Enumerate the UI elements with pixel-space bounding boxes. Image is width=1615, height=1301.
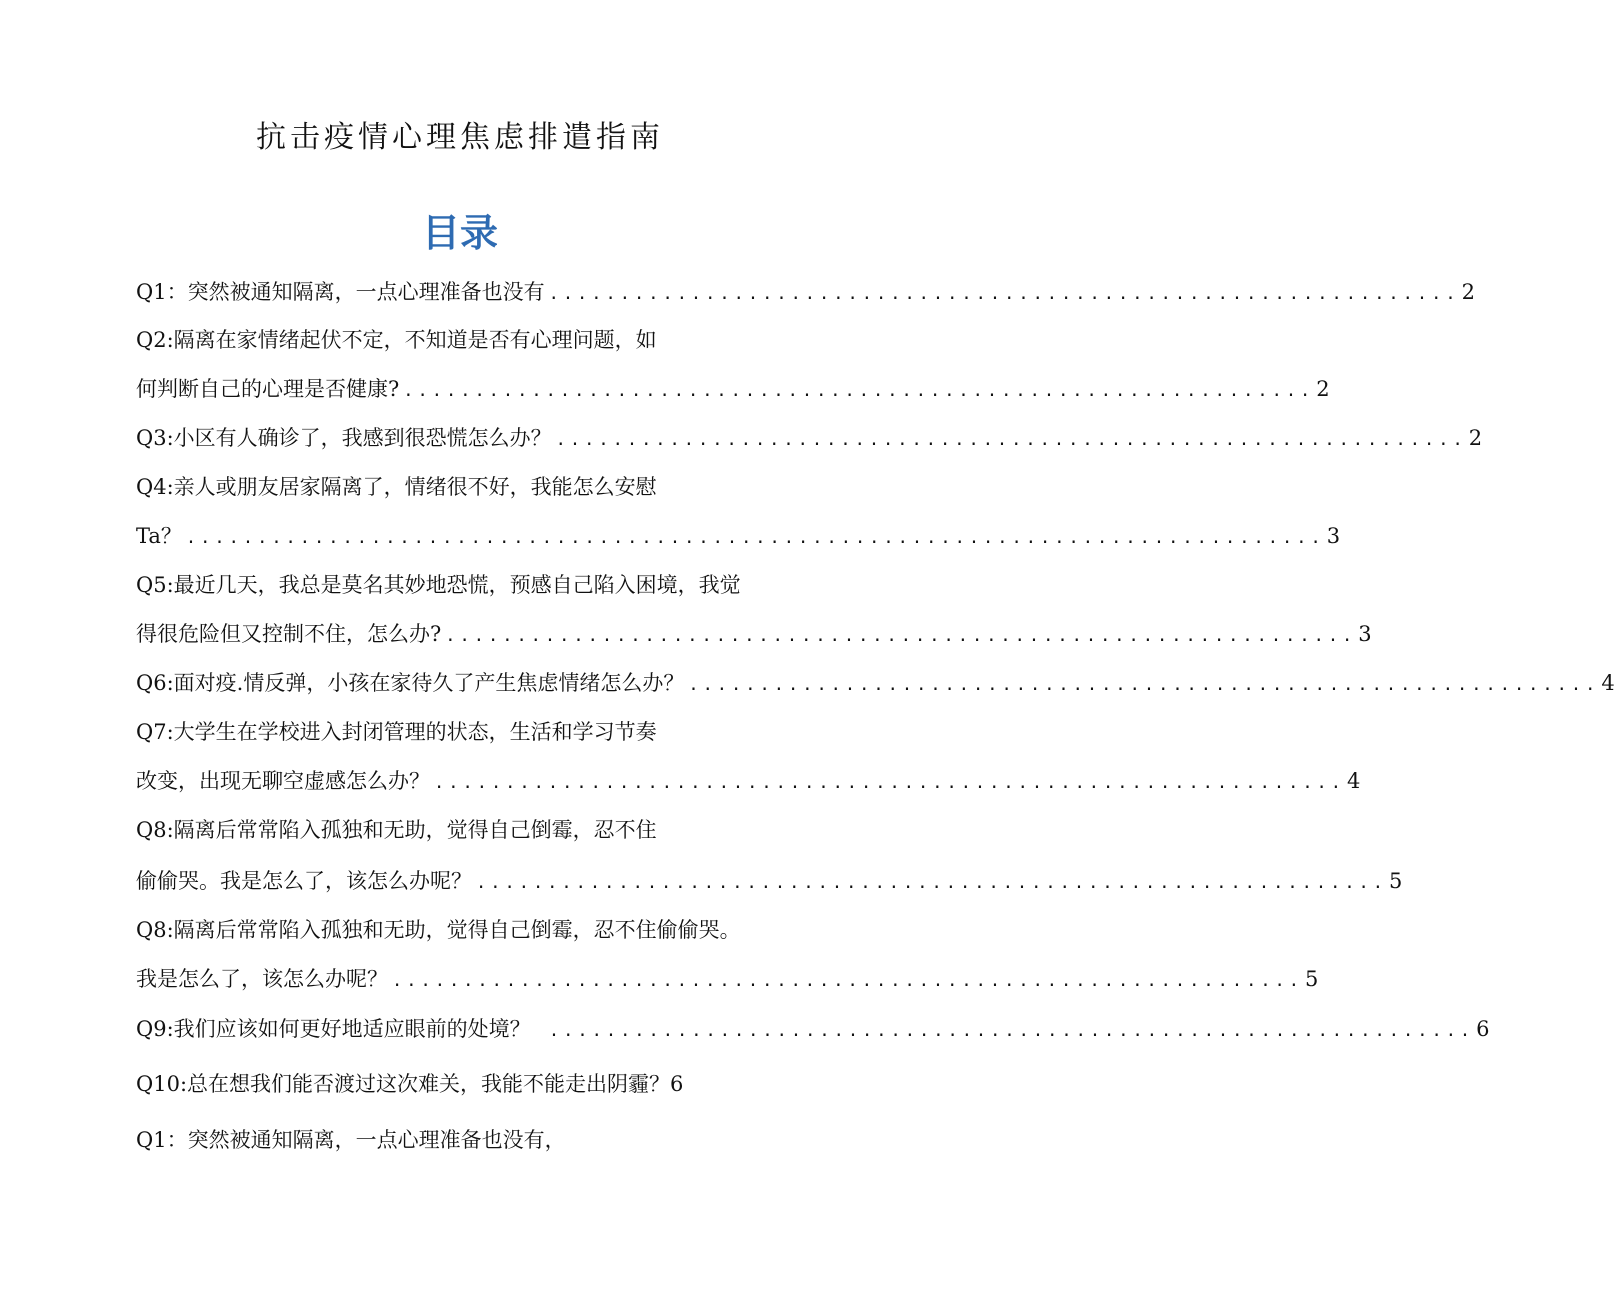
document-title: 抗击疫情心理焦虑排遣指南: [256, 120, 664, 155]
toc-leader-dots: ................................................................: [445, 626, 1357, 646]
toc-entry-text: 我是怎么了，该怎么办呢？: [136, 967, 388, 991]
toc-page-number: 6: [1476, 1017, 1490, 1041]
toc-entry-q9[interactable]: [136, 1015, 1490, 1045]
toc-entry-text: Q3:小区有人确诊了，我感到很恐慌怎么办？: [136, 426, 552, 450]
toc-leader-dots: ................................................................: [434, 773, 1346, 793]
toc-leader-dots: ................................................................: [548, 284, 1460, 304]
toc-leader-dots: ................................................................: [555, 430, 1467, 450]
toc-page-number: 5: [1305, 967, 1319, 991]
section-heading-q1: Q1：突然被通知隔离，一点心理准备也没有，: [136, 1128, 566, 1152]
toc-leader-dots: ................................................................: [403, 381, 1315, 401]
toc-leader-dots: ................................................................: [688, 675, 1600, 695]
toc-entry-text: Q9:我们应该如何更好地适应眼前的处境？: [136, 1017, 531, 1041]
toc-page-number: 5: [1389, 869, 1403, 893]
toc-page-number: 3: [1326, 524, 1341, 548]
toc-entry-q4[interactable]: [136, 522, 1341, 552]
toc-leader-dots: ................................................................................: [185, 528, 1325, 548]
toc-entry-q8-line1[interactable]: Q8:隔离后常常陷入孤独和无助，觉得自己倒霉，忍不住: [136, 818, 657, 842]
toc-entry-q5-line1[interactable]: Q5:最近几天，我总是莫名其妙地恐慌，预感自己陷入困境，我觉: [136, 573, 741, 597]
toc-page-number: 2: [1461, 280, 1475, 304]
toc-leader-dots: ................................................................: [476, 873, 1388, 893]
toc-entry-text: Q6:面对疫.情反弹，小孩在家待久了产生焦虑情绪怎么办？: [136, 671, 685, 695]
toc-entry-q1[interactable]: [136, 278, 1475, 308]
toc-entry-text: Q1：突然被通知隔离，一点心理准备也没有: [136, 280, 545, 304]
toc-page-number: 4: [1347, 769, 1361, 793]
toc-entry-q8b[interactable]: [136, 965, 1319, 995]
toc-entry-q7-line1[interactable]: Q7:大学生在学校进入封闭管理的状态，生活和学习节奏: [136, 720, 657, 744]
toc-entry-text: Ta？: [136, 524, 182, 548]
toc-entry-q2[interactable]: [136, 375, 1330, 405]
toc-entry-q5[interactable]: [136, 620, 1372, 650]
toc-entry-q4-line1[interactable]: Q4:亲人或朋友居家隔离了，情绪很不好，我能怎么安慰: [136, 475, 657, 499]
toc-entry-q3[interactable]: [136, 424, 1483, 454]
toc-entry-text: 得很危险但又控制不住，怎么办?: [136, 622, 442, 646]
toc-page-number: 2: [1316, 377, 1330, 401]
toc-page-number: 3: [1358, 622, 1372, 646]
toc-entry-text: 何判断自己的心理是否健康?: [136, 377, 400, 401]
toc-heading: 目录: [421, 211, 498, 255]
toc-entry-q2-line1[interactable]: Q2:隔离在家情绪起伏不定，不知道是否有心理问题，如: [136, 328, 657, 352]
toc-page-number: 2: [1468, 426, 1483, 450]
toc-entry-q8[interactable]: [136, 867, 1403, 897]
toc-leader-dots: .................................................................: [534, 1021, 1475, 1041]
toc-leader-dots: ................................................................: [392, 971, 1304, 991]
toc-entry-text: 偷偷哭。我是怎么了，该怎么办呢？: [136, 869, 472, 893]
toc-entry-q7[interactable]: [136, 767, 1361, 797]
toc-entry-q6[interactable]: [136, 669, 1615, 699]
toc-entry-text: 改变，出现无聊空虚感怎么办？: [136, 769, 430, 793]
toc-entry-q8b-line1[interactable]: Q8:隔离后常常陷入孤独和无助，觉得自己倒霉，忍不住偷偷哭。: [136, 918, 741, 942]
toc-entry-q10[interactable]: Q10:总在想我们能否渡过这次难关，我能不能走出阴霾？6: [136, 1072, 684, 1096]
toc-page-number: 4: [1601, 671, 1615, 695]
